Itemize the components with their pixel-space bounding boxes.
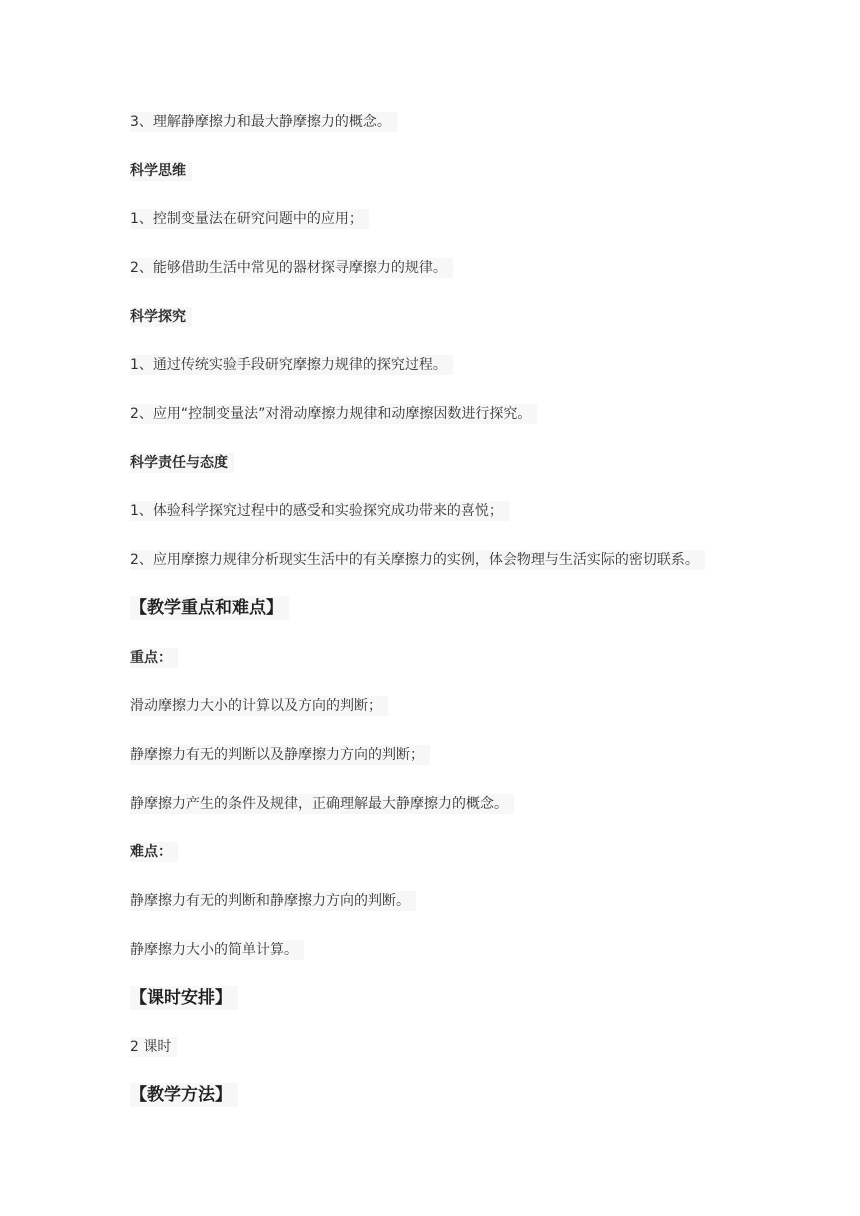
key-item-1: 滑动摩擦力大小的计算以及方向的判断；: [130, 696, 388, 716]
science-inquiry-item-2: 2、应用“控制变量法”对滑动摩擦力规律和动摩擦因数进行探究。: [130, 404, 537, 424]
schedule-value: 2 课时: [130, 1037, 177, 1057]
schedule-heading: 【课时安排】: [130, 986, 238, 1010]
key-label: 重点：: [130, 648, 178, 668]
key-points-heading: 【教学重点和难点】: [130, 596, 289, 620]
key-item-2: 静摩擦力有无的判断以及静摩擦力方向的判断；: [130, 745, 430, 765]
science-thinking-item-2: 2、能够借助生活中常见的器材探寻摩擦力的规律。: [130, 258, 453, 278]
science-attitude-item-1: 1、体验科学探究过程中的感受和实验探究成功带来的喜悦；: [130, 501, 509, 521]
difficulty-label: 难点：: [130, 842, 178, 862]
science-inquiry-heading: 科学探究: [130, 307, 192, 327]
key-item-3: 静摩擦力产生的条件及规律，正确理解最大静摩擦力的概念。: [130, 794, 514, 814]
science-thinking-item-1: 1、控制变量法在研究问题中的应用；: [130, 209, 369, 229]
science-inquiry-item-1: 1、通过传统实验手段研究摩擦力规律的探究过程。: [130, 355, 453, 375]
difficulty-item-1: 静摩擦力有无的判断和静摩擦力方向的判断。: [130, 891, 416, 911]
method-heading: 【教学方法】: [130, 1083, 238, 1107]
difficulty-item-2: 静摩擦力大小的简单计算。: [130, 940, 304, 960]
science-attitude-heading: 科学责任与态度: [130, 453, 234, 473]
science-attitude-item-2: 2、应用摩擦力规律分析现实生活中的有关摩擦力的实例，体会物理与生活实际的密切联系。: [130, 550, 705, 570]
science-thinking-heading: 科学思维: [130, 161, 192, 181]
knowledge-item-3: 3、理解静摩擦力和最大静摩擦力的概念。: [130, 112, 397, 132]
